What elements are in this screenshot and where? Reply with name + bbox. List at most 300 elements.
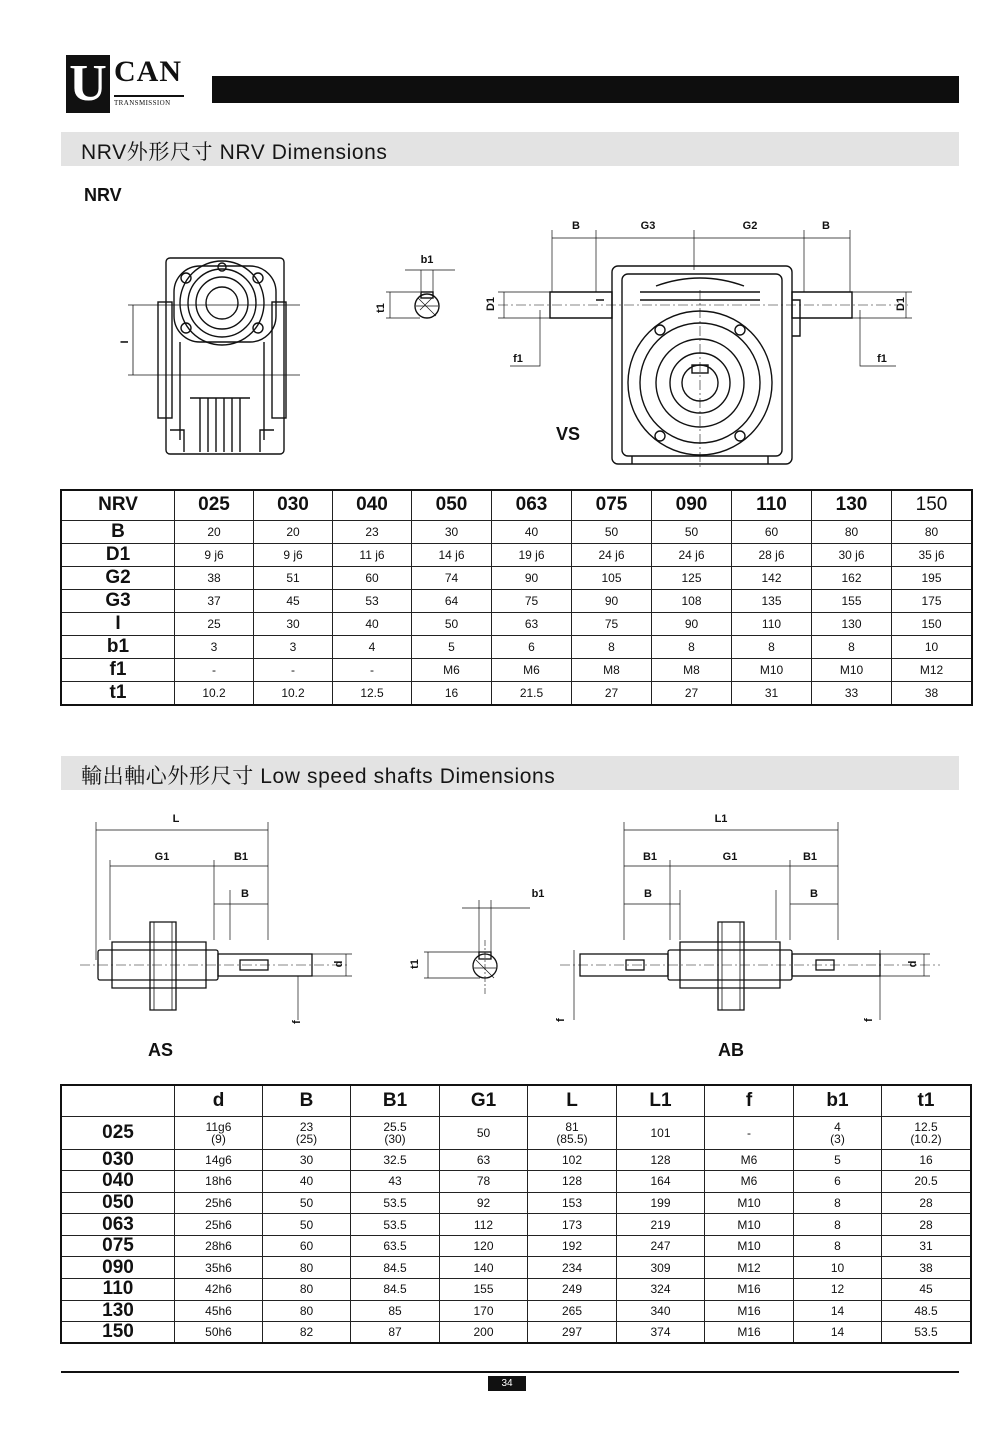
cell-line: M6	[740, 1174, 758, 1189]
table-cell: 24 j6	[652, 543, 732, 566]
dim-d1-right: D1	[895, 296, 907, 312]
cell-line: 140	[473, 1260, 494, 1275]
table-row	[61, 1322, 971, 1344]
low-speed-shaft-table	[60, 1084, 972, 1344]
table-cell: 50	[652, 520, 732, 543]
cell-line: 48.5	[914, 1303, 938, 1318]
table-cell	[263, 1322, 351, 1344]
cell-line: 164	[650, 1174, 671, 1189]
cell-line: 25h6	[205, 1217, 232, 1232]
cell-line: 25.5	[383, 1119, 407, 1134]
table-cell	[882, 1279, 972, 1301]
dim-b1-ab-left: B1	[642, 851, 658, 863]
table-header-cell: G1	[440, 1085, 528, 1116]
cell-line: 60	[299, 1239, 314, 1254]
table-cell: 60	[333, 566, 412, 589]
cell-line: 32.5	[383, 1152, 407, 1167]
table-cell	[882, 1300, 972, 1322]
table-cell	[440, 1300, 528, 1322]
row-label: 050	[61, 1192, 175, 1214]
table-cell: 10.2	[175, 681, 254, 705]
table-cell: 108	[652, 589, 732, 612]
table-cell: -	[175, 658, 254, 681]
table-cell	[440, 1322, 528, 1344]
table-cell	[528, 1279, 617, 1301]
cell-line: 30	[299, 1152, 314, 1167]
table-row	[61, 520, 972, 543]
table-cell	[528, 1116, 617, 1149]
row-label: 030	[61, 1149, 175, 1171]
dim-f-ab-left: f	[555, 1018, 567, 1022]
table-cell	[440, 1235, 528, 1257]
table-cell: 8	[732, 635, 812, 658]
table-cell	[705, 1300, 794, 1322]
cell-line: 4	[834, 1119, 841, 1134]
table-cell	[794, 1257, 882, 1279]
table-cell	[528, 1192, 617, 1214]
cell-line: 53.5	[383, 1217, 407, 1232]
footer-line	[61, 1371, 959, 1373]
cell-line: 14	[830, 1325, 845, 1340]
table-cell	[175, 1279, 263, 1301]
table-cell	[351, 1257, 440, 1279]
cell-line: 42h6	[205, 1282, 232, 1297]
table-cell	[175, 1300, 263, 1322]
cell-line: 340	[650, 1303, 671, 1318]
cell-line: M16	[737, 1325, 761, 1340]
dim-b-ab-left: B	[644, 888, 652, 900]
table-cell	[617, 1300, 705, 1322]
table-cell: 64	[412, 589, 492, 612]
cell-line: M12	[737, 1260, 761, 1275]
dim-b1-ab-right: B1	[802, 851, 818, 863]
table-cell	[351, 1214, 440, 1236]
table-row	[61, 635, 972, 658]
table-cell: 125	[652, 566, 732, 589]
logo-transmission-text: TRANSMISSION	[114, 95, 184, 109]
table-cell	[351, 1300, 440, 1322]
dim-g1: G1	[154, 851, 170, 863]
table-cell: 31	[732, 681, 812, 705]
cell-line: 112	[473, 1217, 494, 1232]
table-header-cell: t1	[882, 1085, 972, 1116]
table-row	[61, 1171, 971, 1193]
table-cell	[705, 1235, 794, 1257]
table-cell	[175, 1322, 263, 1344]
table-cell: 3	[254, 635, 333, 658]
table-cell	[705, 1322, 794, 1344]
cell-line: 297	[561, 1325, 583, 1340]
table-cell	[705, 1116, 794, 1149]
dim-b1-as: B1	[233, 851, 249, 863]
row-label: D1	[61, 543, 175, 566]
table-cell	[528, 1214, 617, 1236]
cell-line: 80	[299, 1282, 314, 1297]
cell-line: 28	[919, 1217, 933, 1232]
cell-line: 12	[830, 1282, 845, 1297]
table-row	[61, 1214, 971, 1236]
table-cell: 162	[812, 566, 892, 589]
cell-line: 173	[561, 1217, 583, 1232]
dim-d1-left: D1	[485, 296, 497, 312]
table-cell: 20	[254, 520, 333, 543]
cell-line: M16	[737, 1303, 761, 1318]
table-row	[61, 658, 972, 681]
row-label: G3	[61, 589, 175, 612]
dim-d-ab: d	[907, 960, 919, 968]
table-cell	[705, 1214, 794, 1236]
table-row	[61, 1235, 971, 1257]
cell-line: 28h6	[205, 1239, 232, 1254]
cell-line: 120	[473, 1239, 494, 1254]
table-cell	[617, 1322, 705, 1344]
table-header-cell: B1	[351, 1085, 440, 1116]
cell-line: 6	[834, 1174, 841, 1189]
table-cell: 37	[175, 589, 254, 612]
table-cell: 33	[812, 681, 892, 705]
table-cell	[794, 1300, 882, 1322]
row-label: 063	[61, 1214, 175, 1236]
cell-line: -	[747, 1125, 751, 1140]
table-header-row	[61, 1085, 971, 1116]
table-cell: 14 j6	[412, 543, 492, 566]
cell-line: (9)	[211, 1131, 226, 1146]
view-label-as: AS	[148, 1040, 174, 1060]
table-cell	[175, 1149, 263, 1171]
cell-line: 192	[561, 1239, 583, 1254]
table-header-cell: 150	[892, 490, 973, 520]
table-cell	[351, 1192, 440, 1214]
table-cell	[440, 1214, 528, 1236]
table-header-cell: 025	[175, 490, 254, 520]
cell-line: 53.5	[383, 1195, 407, 1210]
dim-b-ab-right: B	[810, 888, 818, 900]
row-label: 040	[61, 1171, 175, 1193]
table-row	[61, 1257, 971, 1279]
table-cell	[528, 1149, 617, 1171]
cell-line: 249	[561, 1282, 583, 1297]
cell-line: 84.5	[383, 1260, 407, 1275]
cell-line: 35h6	[205, 1260, 232, 1275]
cell-line: (3)	[830, 1131, 845, 1146]
low-speed-shaft-drawing	[0, 800, 1005, 1070]
cell-line: 199	[650, 1195, 671, 1210]
cell-line: 43	[388, 1174, 402, 1189]
cell-line: M6	[740, 1152, 758, 1167]
table-cell	[263, 1235, 351, 1257]
dim-b-left: B	[572, 220, 580, 232]
logo-can-text: CAN	[114, 55, 182, 88]
cell-line: 63	[476, 1152, 491, 1167]
table-header-cell	[61, 1085, 175, 1116]
table-cell	[794, 1214, 882, 1236]
row-label: 025	[61, 1116, 175, 1149]
table-cell	[351, 1235, 440, 1257]
cell-line: 45h6	[205, 1303, 232, 1318]
cell-line: 80	[299, 1260, 314, 1275]
cell-line: 63.5	[383, 1239, 407, 1254]
table-cell: 90	[492, 566, 572, 589]
table-cell	[175, 1171, 263, 1193]
table-cell: 28 j6	[732, 543, 812, 566]
view-label-vs: VS	[556, 424, 581, 444]
table-cell	[705, 1279, 794, 1301]
table-cell: 10	[892, 635, 973, 658]
table-cell	[794, 1171, 882, 1193]
row-label: G2	[61, 566, 175, 589]
table-cell	[440, 1279, 528, 1301]
dim-g1-ab: G1	[722, 851, 738, 863]
cell-line: 50	[299, 1195, 314, 1210]
table-cell: 8	[812, 635, 892, 658]
table-cell: 110	[732, 612, 812, 635]
table-header-cell: NRV	[61, 490, 175, 520]
cell-line: 38	[919, 1260, 933, 1275]
table-cell: 30	[412, 520, 492, 543]
row-label: f1	[61, 658, 175, 681]
table-header-row	[61, 490, 972, 520]
table-cell: 5	[412, 635, 492, 658]
table-row	[61, 589, 972, 612]
table-cell	[617, 1192, 705, 1214]
dim-f1-right: f1	[877, 353, 887, 365]
dim-b1-key: b1	[531, 888, 545, 900]
cell-line: 50	[476, 1125, 491, 1140]
cell-line: 128	[561, 1174, 583, 1189]
table-cell	[351, 1149, 440, 1171]
view-label-ab: AB	[718, 1040, 744, 1060]
table-cell: 38	[175, 566, 254, 589]
cell-line: 128	[650, 1152, 671, 1167]
cell-line: 11g6	[205, 1119, 232, 1134]
table-cell: M6	[492, 658, 572, 681]
table-cell	[794, 1235, 882, 1257]
cell-line: 200	[473, 1325, 494, 1340]
cell-line: 23	[299, 1119, 314, 1134]
table-cell	[175, 1235, 263, 1257]
table-cell: 90	[652, 612, 732, 635]
row-label: I	[61, 612, 175, 635]
cell-line: 28	[919, 1195, 933, 1210]
table-cell	[617, 1116, 705, 1149]
cell-line: 309	[650, 1260, 671, 1275]
row-label: 130	[61, 1300, 175, 1322]
table-cell: M6	[412, 658, 492, 681]
table-cell	[351, 1279, 440, 1301]
table-cell: 63	[492, 612, 572, 635]
table-cell	[440, 1257, 528, 1279]
table-cell: 27	[572, 681, 652, 705]
table-cell	[263, 1116, 351, 1149]
cell-line: 82	[299, 1325, 314, 1340]
table-cell: M12	[892, 658, 973, 681]
cell-line: 170	[473, 1303, 494, 1318]
table-cell	[617, 1257, 705, 1279]
cell-line: 155	[473, 1282, 494, 1297]
table-row	[61, 1300, 971, 1322]
cell-line: 50h6	[205, 1325, 232, 1340]
table-cell	[705, 1257, 794, 1279]
cell-line: 84.5	[383, 1282, 407, 1297]
dim-b-right: B	[822, 220, 830, 232]
table-cell	[528, 1322, 617, 1344]
table-cell	[705, 1192, 794, 1214]
table-cell: 50	[572, 520, 652, 543]
table-header-cell: 110	[732, 490, 812, 520]
table-cell: 155	[812, 589, 892, 612]
table-cell: 130	[812, 612, 892, 635]
table-header-cell: L	[528, 1085, 617, 1116]
cell-line: 374	[650, 1325, 671, 1340]
table-cell	[263, 1300, 351, 1322]
table-cell: 53	[333, 589, 412, 612]
dim-f-ab-right: f	[863, 1018, 875, 1022]
cell-line: M10	[737, 1239, 761, 1254]
table-cell: 19 j6	[492, 543, 572, 566]
table-cell: 195	[892, 566, 973, 589]
table-cell: 27	[652, 681, 732, 705]
nrv-model-label: NRV	[84, 185, 122, 205]
table-cell: 11 j6	[333, 543, 412, 566]
dim-b1: b1	[420, 254, 434, 266]
table-cell	[440, 1149, 528, 1171]
table-cell: 142	[732, 566, 812, 589]
table-header-cell: 075	[572, 490, 652, 520]
table-cell: 9 j6	[175, 543, 254, 566]
table-cell: -	[333, 658, 412, 681]
table-cell: 75	[492, 589, 572, 612]
table-cell: 20	[175, 520, 254, 543]
page-number: 34	[488, 1376, 526, 1391]
table-cell: 4	[333, 635, 412, 658]
table-header-cell: 130	[812, 490, 892, 520]
table-cell: 9 j6	[254, 543, 333, 566]
table-cell: 8	[572, 635, 652, 658]
table-cell	[351, 1171, 440, 1193]
table-row	[61, 681, 972, 705]
table-cell: 50	[412, 612, 492, 635]
section-title-low-speed	[61, 756, 959, 790]
dim-l: L	[172, 813, 180, 825]
cell-line: 81	[565, 1119, 579, 1134]
table-row	[61, 1192, 971, 1214]
table-cell	[705, 1171, 794, 1193]
cell-line: 20.5	[914, 1174, 938, 1189]
cell-line: 14g6	[205, 1152, 232, 1167]
table-cell: 10.2	[254, 681, 333, 705]
cell-line: 92	[476, 1195, 491, 1210]
table-cell	[617, 1214, 705, 1236]
front-view	[158, 258, 286, 454]
table-cell: 175	[892, 589, 973, 612]
table-cell	[263, 1279, 351, 1301]
cell-line: (10.2)	[910, 1131, 942, 1146]
table-cell	[794, 1322, 882, 1344]
dim-l1: L1	[714, 813, 728, 825]
row-label: b1	[61, 635, 175, 658]
table-cell	[440, 1192, 528, 1214]
cell-line: 31	[919, 1239, 933, 1254]
table-header-cell: 050	[412, 490, 492, 520]
table-cell	[882, 1214, 972, 1236]
table-cell: 51	[254, 566, 333, 589]
table-header-cell: B	[263, 1085, 351, 1116]
cell-line: (25)	[295, 1131, 318, 1146]
table-cell: 35 j6	[892, 543, 973, 566]
cell-line: M10	[737, 1217, 761, 1232]
row-label: 090	[61, 1257, 175, 1279]
side-view	[550, 266, 852, 464]
cell-line: 85	[388, 1303, 402, 1318]
table-cell: 105	[572, 566, 652, 589]
cell-line: 265	[561, 1303, 583, 1318]
table-cell	[882, 1257, 972, 1279]
table-row	[61, 612, 972, 635]
cell-line: 5	[834, 1152, 841, 1167]
dim-b-as: B	[241, 888, 249, 900]
cell-line: 101	[650, 1125, 671, 1140]
table-cell	[175, 1257, 263, 1279]
table-row	[61, 566, 972, 589]
table-header-cell: 090	[652, 490, 732, 520]
cell-line: 78	[476, 1174, 491, 1189]
table-cell	[440, 1116, 528, 1149]
row-label: t1	[61, 681, 175, 705]
cell-line: 80	[299, 1303, 314, 1318]
row-label: B	[61, 520, 175, 543]
section-title-nrv-text: NRV外形尺寸 NRV Dimensions	[81, 141, 388, 164]
table-cell: 75	[572, 612, 652, 635]
table-cell: 80	[892, 520, 973, 543]
table-cell	[175, 1116, 263, 1149]
table-cell: M8	[652, 658, 732, 681]
row-label: 075	[61, 1235, 175, 1257]
table-cell: 16	[412, 681, 492, 705]
cell-line: 8	[834, 1239, 841, 1254]
cell-line: 234	[561, 1260, 583, 1275]
table-cell	[794, 1149, 882, 1171]
table-cell: 24 j6	[572, 543, 652, 566]
table-cell	[175, 1214, 263, 1236]
dim-f1-left: f1	[513, 353, 523, 365]
cell-line: 53.5	[914, 1325, 938, 1340]
cell-line: 8	[834, 1217, 841, 1232]
table-cell: M10	[732, 658, 812, 681]
dim-g3: G3	[640, 220, 656, 232]
dim-t1-key: t1	[409, 959, 421, 969]
table-cell	[882, 1322, 972, 1344]
table-cell	[528, 1257, 617, 1279]
section-title-low-speed-text: 輸出軸心外形尺寸 Low speed shafts Dimensions	[81, 765, 556, 788]
nrv-dimension-table	[60, 489, 973, 706]
cell-line: 50	[299, 1217, 314, 1232]
cell-line: 324	[650, 1282, 671, 1297]
table-header-cell: 030	[254, 490, 333, 520]
table-cell: 6	[492, 635, 572, 658]
cell-line: 12.5	[914, 1119, 938, 1134]
table-cell: 40	[492, 520, 572, 543]
table-header-cell: 063	[492, 490, 572, 520]
row-label: 110	[61, 1279, 175, 1301]
table-row	[61, 1116, 971, 1149]
cell-line: (85.5)	[556, 1131, 588, 1146]
cell-line: 18h6	[205, 1174, 232, 1189]
table-cell: 38	[892, 681, 973, 705]
table-cell	[882, 1116, 972, 1149]
table-cell: 74	[412, 566, 492, 589]
table-cell	[882, 1192, 972, 1214]
cell-line: 8	[834, 1195, 841, 1210]
